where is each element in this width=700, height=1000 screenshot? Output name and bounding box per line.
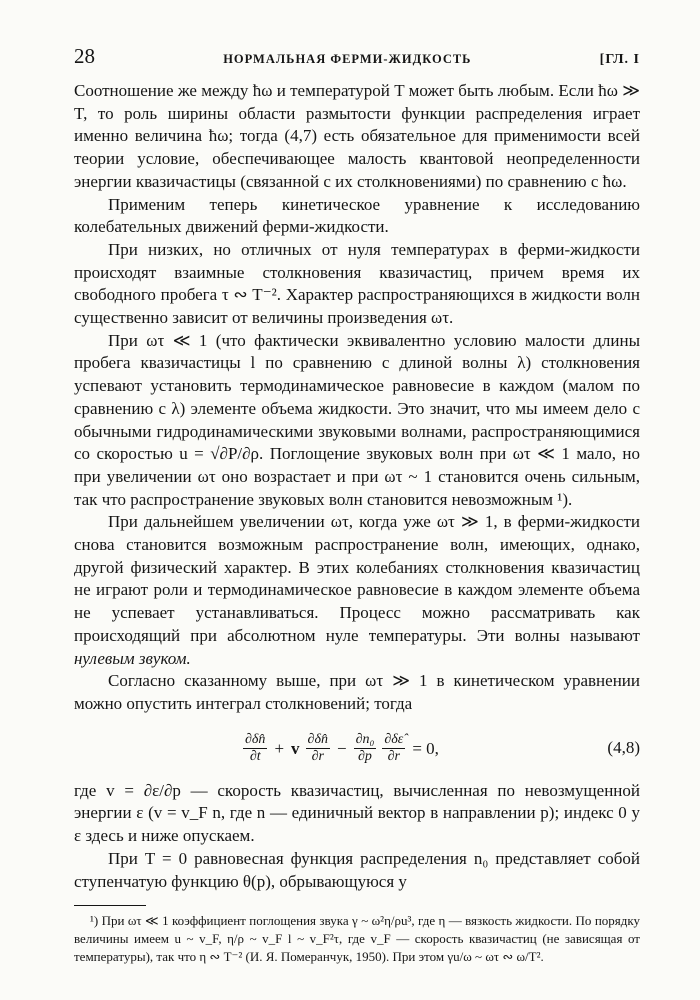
- paragraph-6: Согласно сказанному выше, при ωτ ≫ 1 в кинетическом уравнении можно опустить интеграл столкновений; тогда: [74, 671, 640, 713]
- paragraph-4: При ωτ ≪ 1 (что фактически эквивалентно условию малости длины пробега квазичастицы l по сравнению с длиной волны λ) столкновения успевают установить термодинамическое равновесие в каждом (малом по сравнению с λ) элементе объема жидкости. Это значит, что мы имеем дело с обычными гидродинамическими звуковыми волнами, распространяющимися со скоростью u = √∂P/∂ρ. Поглощение звуковых волн при ωτ ≪ 1 мало, но при увеличении ωτ оно возрастает и при ωτ ~ 1 становится очень сильным, так что распространение звуковых волн становится невозможным ¹).: [74, 330, 640, 509]
- eq-term-1: $\frac{\partial\delta n̂}{\partial t}$: [245, 732, 266, 765]
- equation-body: [240, 724, 443, 774]
- term-zero-sound: нулевым звуком.: [74, 648, 191, 668]
- eq-term-2: $\frac{\partial\delta n̂}{\partial r}$: [307, 732, 328, 765]
- paragraph-2: Применим теперь кинетическое уравнение к исследованию колебательных движений ферми-жидкости.: [74, 194, 640, 237]
- equation-number: (4,8): [607, 737, 640, 757]
- eq-term-4: $\frac{\partial\delta\varepsilon̂}{\partial r}$: [384, 732, 404, 765]
- eq-rhs: = 0,: [412, 738, 439, 758]
- paragraph-5: [74, 511, 640, 670]
- chapter-label: [ГЛ. I: [599, 52, 640, 67]
- eq-minus: −: [336, 738, 347, 758]
- paragraph-1: Соотношение же между ħω и температурой T может быть любым. Если ħω ≫ T, то роль ширины области размытости функции распределения играет именно величина ħω; тогда (4,7) есть обязательное для применимости всей теории условие, обеспечивающее малость квантовой неопределенности энергии квазичастицы (связанной с их столкновениями) по сравнению с ħω.: [74, 81, 640, 191]
- paragraph-3: При низких, но отличных от нуля температурах в ферми-жидкости происходят взаимные столкновения квазичастиц, причем время их свободного пробега τ ∾ T⁻². Характер распространяющихся в жидкости волн существенно зависит от величины произведения ωτ.: [74, 239, 640, 328]
- footnote-rule: [74, 905, 146, 906]
- paragraph-5-text: При дальнейшем увеличении ωτ, когда уже ωτ ≫ 1, в ферми-жидкости снова становится возможным распространение волн, имеющих, однако, другой физический характер. В этих колебаниях столкновения квазичастиц не играют роли и термодинамическое равновесие в каждом элементе объема не успевает устанавливаться. Процесс можно рассматривать как происходящий при абсолютном нуле температуры. Эти волны называют: [74, 512, 640, 645]
- page: [74, 44, 640, 966]
- page-header: [74, 44, 640, 80]
- equation-4-8: [74, 724, 640, 774]
- page-number: 28: [74, 44, 95, 68]
- footnote: ¹) При ωτ ≪ 1 коэффициент поглощения звука γ ~ ω²η/ρu³, где η — вязкость жидкости. По порядку величины имеем u ~ v_F, η/ρ ~ v_F l ~ v_F²τ, где v_F — скорость квазичастиц (не зависящая от температуры), так что η ∾ T⁻² (И. Я. Померанчук, 1950). При этом γu/ω ~ ωτ ∾ ω/T².: [74, 913, 640, 965]
- eq-term-3: $\frac{\text{∂n₀}}{\partial p}$: [355, 732, 375, 765]
- paragraph-7: где v = ∂ε/∂p — скорость квазичастиц, вычисленная по невозмущенной энергии ε (v = v_F n, где n — единичный вектор в направлении p); индекс 0 у ε здесь и ниже опускаем.: [74, 780, 640, 846]
- eq-velocity: v: [291, 738, 300, 758]
- paragraph-8: При T = 0 равновесная функция распределения n₀ представляет собой ступенчатую функцию θ(p), обрывающуюся у: [74, 848, 640, 891]
- running-title: НОРМАЛЬНАЯ ФЕРМИ-ЖИДКОСТЬ: [223, 52, 472, 66]
- eq-plus: +: [274, 738, 285, 758]
